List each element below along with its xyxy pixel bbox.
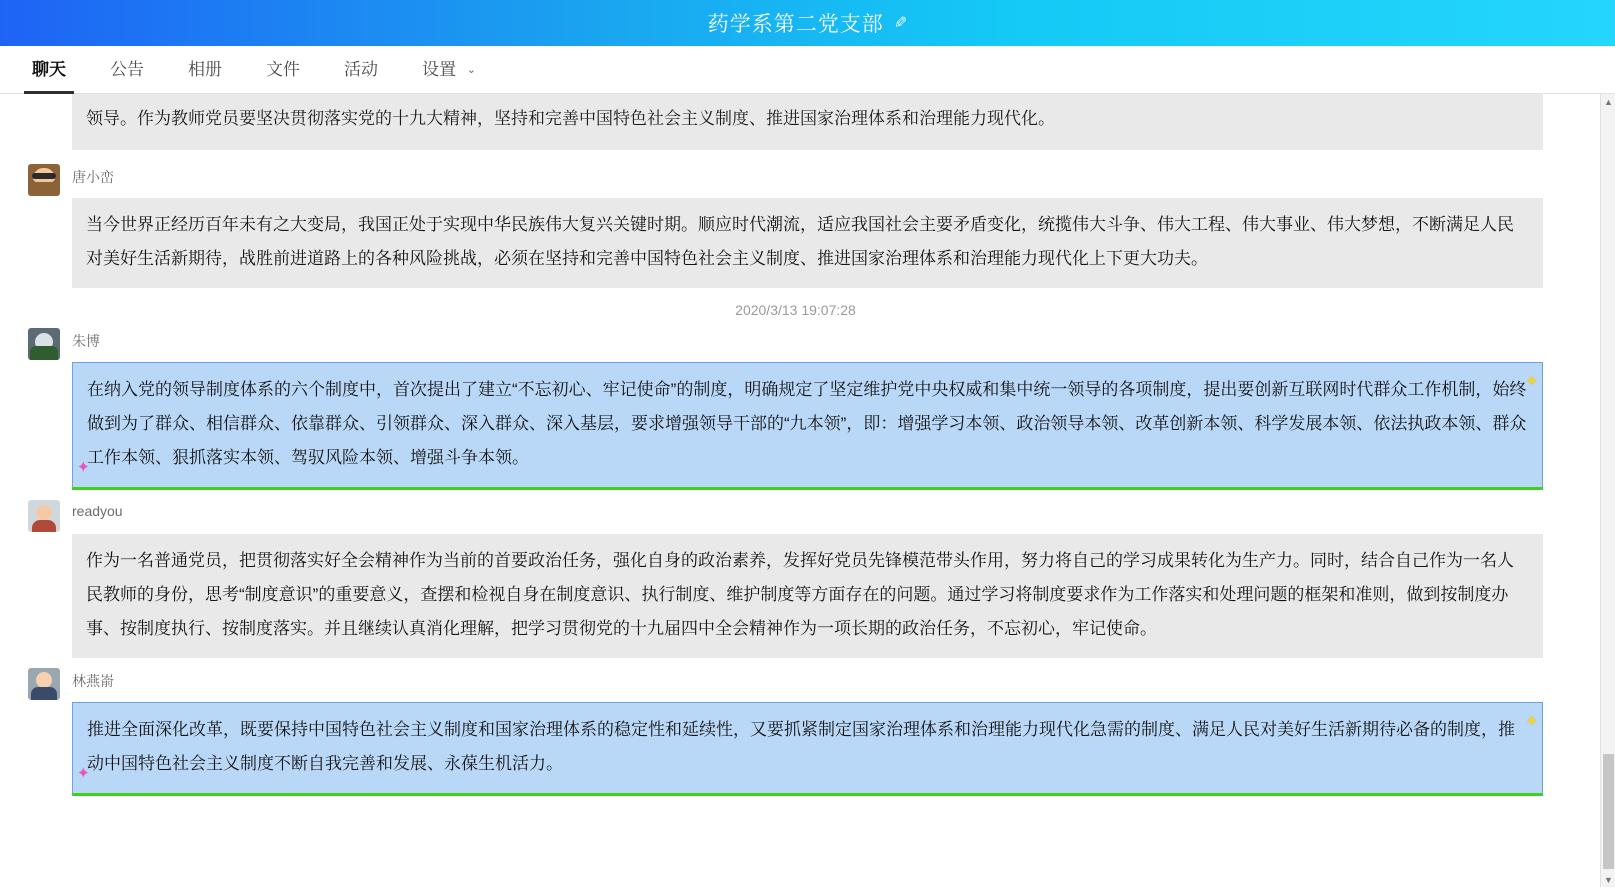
scroll-down-arrow-icon[interactable]: ▼: [1604, 874, 1613, 885]
tab-files[interactable]: [244, 46, 322, 94]
tab-chat-label: 聊天: [32, 59, 66, 79]
scrollbar-thumb[interactable]: [1603, 754, 1614, 869]
message-bubble: 当今世界正经历百年未有之大变局，我国正处于实现中华民族伟大复兴关键时期。顺应时代潮流，适应我国社会主要矛盾变化，统揽伟大斗争、伟大工程、伟大事业、伟大梦想，不断满足人民对美好生活新期待，战胜前进道路上的各种风险挑战，必须在坚持和完善中国特色社会主义制度、推进国家治理体系和治理能力现代化上下更大功夫。: [72, 198, 1543, 288]
star-icon: ✦: [1525, 713, 1538, 730]
tab-album[interactable]: [166, 46, 244, 94]
tab-announcements-label: 公告: [110, 59, 144, 79]
tab-files-label: 文件: [266, 59, 300, 79]
sender-name: 朱博: [72, 333, 100, 349]
message-text: 在纳入党的领导制度体系的六个制度中，首次提出了建立“不忘初心、牢记使命”的制度，明确规定了坚定维护党中央权威和集中统一领导的各项制度，提出要创新互联网时代群众工作机制，始终做到为了群众、相信群众、依靠群众、引领群众、深入群众、深入基层，要求增强领导干部的“九本领”，即：增强学习本领、政治领导本领、改革创新本领、科学发展本领、依法执政本领、群众工作本领、狠抓落实本领、驾驭风险本领、增强斗争本领。: [87, 380, 1527, 467]
edit-pencil-icon[interactable]: ✎: [893, 15, 908, 32]
message-header: [14, 500, 1577, 532]
avatar[interactable]: [28, 668, 60, 700]
message-header: [14, 164, 1577, 196]
message-item: [14, 500, 1577, 658]
star-icon: ✦: [1525, 373, 1538, 390]
chat-panel: [0, 94, 1615, 887]
page-title: 药学系第二党支部: [707, 13, 884, 36]
tab-settings[interactable]: [400, 46, 498, 94]
message-list[interactable]: [0, 94, 1615, 887]
message-header: [14, 668, 1577, 700]
tab-activities[interactable]: [322, 46, 400, 94]
star-icon: ✦: [77, 765, 90, 782]
scroll-up-arrow-icon[interactable]: ▲: [1604, 96, 1613, 107]
message-item: [14, 164, 1577, 288]
message-bubble: [72, 702, 1543, 796]
message-bubble: [72, 362, 1543, 490]
message-bubble-partial: 领导。作为教师党员要坚决贯彻落实党的十九大精神，坚持和完善中国特色社会主义制度、推进国家治理体系和治理能力现代化。: [72, 94, 1543, 150]
sender-name: 唐小峦: [72, 169, 114, 185]
message-timestamp: 2020/3/13 19:07:28: [735, 302, 856, 318]
avatar[interactable]: [28, 500, 60, 532]
tab-album-label: 相册: [188, 59, 222, 79]
chevron-down-icon: ⌄: [466, 63, 476, 76]
tab-activities-label: 活动: [344, 59, 378, 79]
tab-settings-label: 设置: [422, 59, 456, 79]
sender-name: 林燕嵛: [72, 673, 114, 689]
tab-bar: [0, 46, 1615, 94]
message-item: [14, 668, 1577, 796]
message-header: [14, 328, 1577, 360]
tab-announcements[interactable]: [88, 46, 166, 94]
star-icon: ✦: [77, 459, 90, 476]
vertical-scrollbar[interactable]: [1600, 94, 1615, 887]
sender-name: readyou: [72, 503, 123, 519]
message-text: 推进全面深化改革，既要保持中国特色社会主义制度和国家治理体系的稳定性和延续性，又要抓紧制定国家治理体系和治理能力现代化急需的制度、满足人民对美好生活新期待必备的制度，推动中国特色社会主义制度不断自我完善和发展、永葆生机活力。: [87, 720, 1515, 773]
avatar[interactable]: [28, 328, 60, 360]
message-item: [14, 328, 1577, 490]
avatar[interactable]: [28, 164, 60, 196]
message-bubble: 作为一名普通党员，把贯彻落实好全会精神作为当前的首要政治任务，强化自身的政治素养，发挥好党员先锋模范带头作用，努力将自己的学习成果转化为生产力。同时，结合自己作为一名人民教师的身份，思考“制度意识”的重要意义，查摆和检视自身在制度意识、执行制度、维护制度等方面存在的问题。通过学习将制度要求作为工作落实和处理问题的框架和准则，做到按制度办事、按制度执行、按制度落实。并且继续认真消化理解，把学习贯彻党的十九届四中全会精神作为一项长期的政治任务，不忘初心，牢记使命。: [72, 534, 1543, 658]
tab-chat[interactable]: [10, 46, 88, 94]
window-header: [0, 0, 1615, 46]
